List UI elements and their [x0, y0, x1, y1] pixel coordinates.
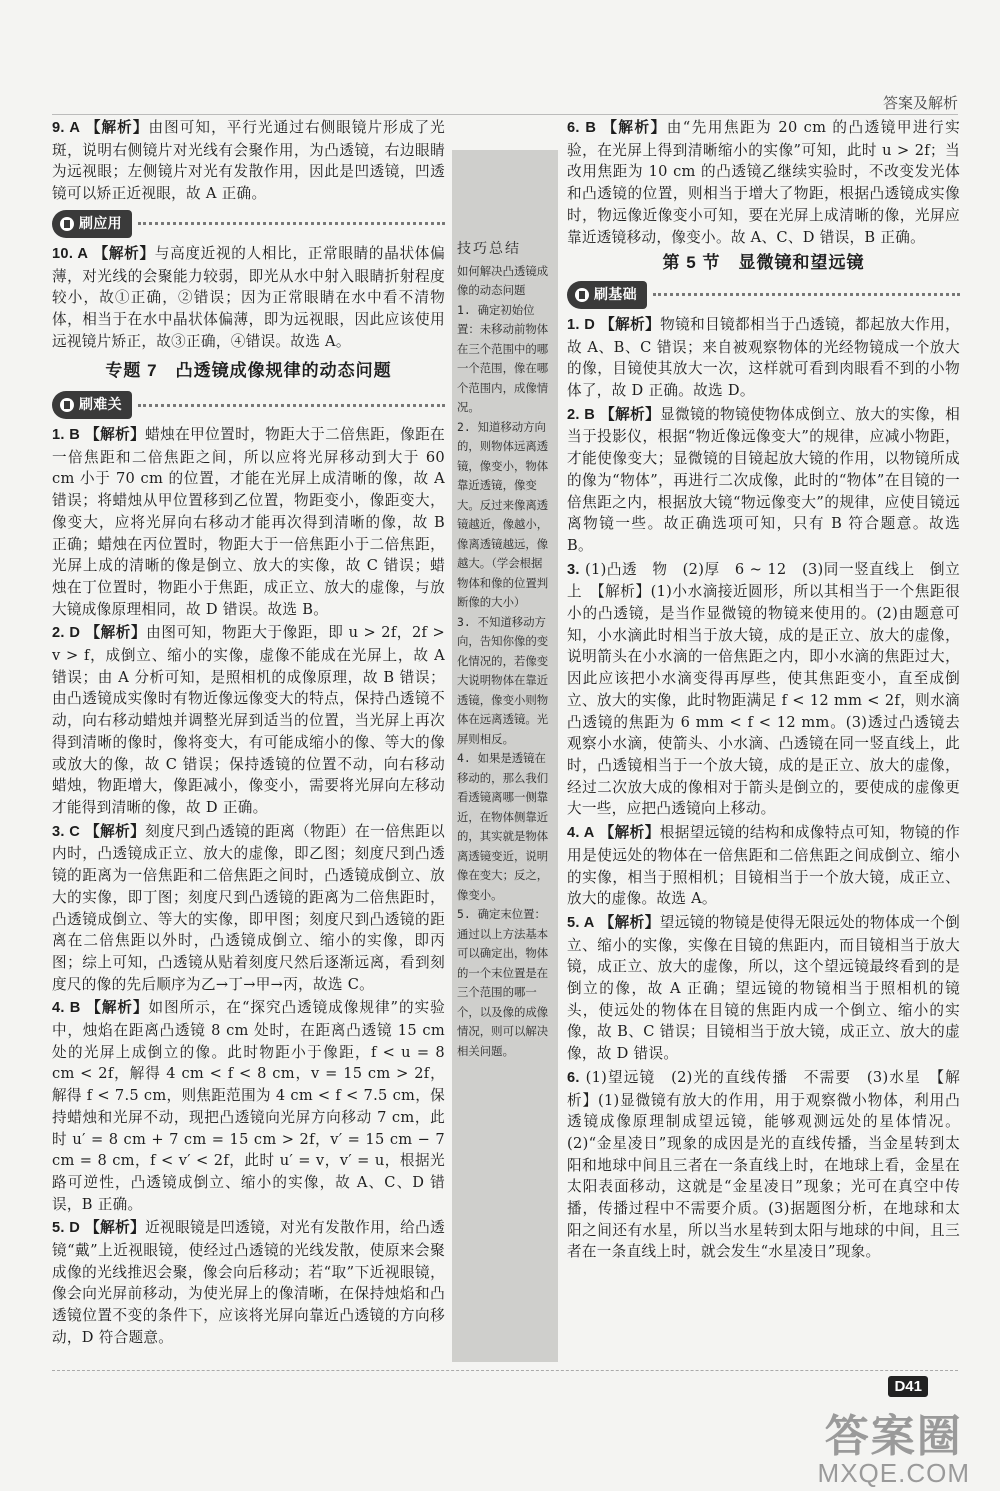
answer-number: 10. A: [52, 245, 89, 262]
answer-number: 4. B: [52, 1000, 81, 1017]
answer-text: 由“先用焦距为 20 cm 的凸透镜甲进行实验，在光屏上得到清晰缩小的实像”可知，此时 u > 2f；当改用焦距为 10 cm 的凸透镜乙继续实验时，不改变发光体和凸透镜的位置，则相当于增大了物距，根据凸透镜成实像时，物远像近像变小可知，要在光屏上成清晰的像，光屏应靠近透镜移动，像变小。故 A、C、D 错误，B 正确。: [567, 119, 960, 246]
analysis-tag: 【解析】: [86, 1000, 149, 1017]
answer-item: [52, 1217, 445, 1348]
answer-text: 与高度近视的人相比，正常眼睛的晶状体偏薄，对光线的会聚能力较弱，即光从水中射入眼睛折射程度较小，故①正确，②错误；因为正常眼睛在水中看不清物体，相当于在水中晶状体偏薄，即为远视眼，因此应该使用远视镜片矫正，故③正确，④错误。故选 A。: [52, 244, 445, 350]
pen-icon: [60, 398, 74, 412]
badge-label: [52, 391, 132, 419]
answer-text: (1)望远镜 (2)光的直线传播 不需要 (3)水星 【解析】(1)显微镜有放大的作用，用于观察微小物体，利用凸透镜成像原理制成望远镜，能够观测远处的星体情况。(2)“金星凌日”现象的成因是光的直线传播，当金星转到太阳和地球中间且三者在一条直线上时，在地球上看，金星在太阳表面移动，这就是“金星凌日”现象；光可在真空中传播，传播过程中不需要介质。(3)据题图分析，在地球和太阳之间还有水星，所以当水星转到太阳与地球的中间，且三者在一条直线上时，就会发生“水星凌日”现象。: [567, 1068, 960, 1261]
badge-text: 刷应用: [79, 214, 122, 231]
answer-item: [567, 912, 960, 1065]
section-badge: [52, 390, 445, 420]
topic-title: 专题 7 凸透镜成像规律的动态问题: [105, 361, 392, 381]
bottom-divider: [52, 1370, 958, 1371]
answer-text: (1)凸透 物 (2)厚 6 ~ 12 (3)同一竖直线上 倒立 上 【解析】(1)小水滴接近圆形，所以其相当于一个焦距很小的凸透镜，是当作显微镜的物镜来使用的。(2)由题意可知，小水滴此时相当于放大镜，成的是正立、放大的虚像，说明箭头在小水滴的一倍焦距之内，即小水滴的焦距过大，因此应该把小水滴变得再厚些，使其焦距变小，直至成倒立、放大的实像，此时物距满足 f < 12 mm < 2f，则水滴凸透镜的焦距为 6 mm < f < 12 mm。(3)透过凸透镜去观察小水滴，使箭头、小水滴、凸透镜在同一竖直线上，此时，凸透镜相当于一个放大镜，成的是正立、放大的虚像，经过二次放大成的像相对于箭头是倒立的，要使成的虚像更大一些，应把凸透镜向上移动。: [567, 560, 975, 818]
section-title: 第 5 节 显微镜和望远镜: [662, 253, 865, 273]
answer-number: 6.: [567, 1069, 580, 1086]
answer-number: 5. A: [567, 914, 595, 931]
answer-number: 2. D: [52, 625, 81, 642]
answer-item: [52, 117, 445, 205]
section-badge: [52, 209, 445, 239]
answer-item: [52, 821, 445, 996]
answer-text: 物镜和目镜都相当于凸透镜，都起放大作用，故 A、B、C 错误；来自被观察物体的光经物镜成一个放大的像，目镜使其放大一次，这样就可看到肉眼看不到的小物体了，故 D 正确。故选 D。: [567, 315, 961, 400]
analysis-tag: 【解析】: [602, 120, 667, 136]
tips-sidebar: [452, 150, 558, 1362]
answer-text: 根据望远镜的结构和成像特点可知，物镜的作用是使远处的物体在一倍焦距和二倍焦距之间成倒立、缩小的实像，相当于照相机；目镜相当于一个放大镜，成正立、放大的虚像。故选 A。: [567, 824, 960, 908]
analysis-tag: 【解析】: [93, 245, 155, 262]
answer-text: 望远镜的物镜是使得无限远处的物体成一个倒立、缩小的实像，实像在目镜的焦距内，而目镜相当于放大镜，成正立、放大的虚像，所以，这个望远镜最终看到的是倒立的像，故 A 正确；望远镜的物镜相当于照相机的镜头，使远处的物体在目镜的焦距内成一个倒立、缩小的实像，故 B、C 错误；目镜相当于放大镜，成正立、放大的虚像，故 D 错误。: [567, 913, 960, 1063]
answer-number: 3. C: [52, 823, 81, 840]
answer-text: 由图可知，平行光通过右侧眼镜片形成了光斑，说明右侧镜片对光线有会聚作用，为凸透镜，右边眼睛为远视眼；左侧镜片对光有发散作用，因此是凹透镜，凹透镜可以矫正近视眼，故 A 正确。: [52, 119, 446, 203]
left-column: [52, 117, 445, 1351]
analysis-tag: 【解析】: [599, 825, 660, 842]
answer-item: [52, 243, 445, 353]
right-column: [567, 117, 975, 1265]
analysis-tag: 【解析】: [85, 120, 149, 136]
answer-number: 6. B: [567, 120, 597, 136]
header-divider: [52, 114, 958, 115]
answer-text: 由图可知，物距大于像距，即 u > 2f，2f > v > f，成倒立、缩小的实像，虚像不能成在光屏上，故 A 错误；由 A 分析可知，是照相机的成像原理，故 B 错误；由凸透镜成实像时有物近像远像变大的特点，保持凸透镜不动，向右移动蜡烛并调整光屏到适当的位置，当光屏上再次得到清晰的像时，像将变大，有可能成缩小的像、等大的像或放大的像，故 C 错误；保持透镜的位置不动，向右移动蜡烛，物距增大，像距减小，像变小，需要将光屏向左移动才能得到清晰的像，故 D 正确。: [52, 624, 445, 816]
answer-item: [567, 559, 975, 820]
answer-item: [52, 997, 445, 1215]
answer-item: [567, 404, 960, 557]
tips-title: 技巧总结: [457, 241, 521, 257]
answer-item: [567, 1067, 960, 1263]
answer-text: 如图所示，在“探究凸透镜成像规律”的实验中，烛焰在距离凸透镜 8 cm 处时，在距离凸透镜 15 cm 处的光屏上成倒立的像。此时物距小于像距，f < u = 8 cm < 2f，解得 4 cm < f < 8 cm，v = 15 cm > 2f，解得 f < 7.5 cm，则焦距范围为 4 cm < f < 7.5 cm，保持蜡烛和光屏不动，现把凸透镜向光屏方向移动 7 cm，此时 u′ = 8 cm + 7 cm = 15 cm > 2f，v′ = 15 cm − 7 cm = 8 cm，f < v′ < 2f，此时 u′ = v，v′ = u，根据光路可逆性，凸透镜成倒立、缩小的实像，故 A、C、D 错误，B 正确。: [52, 999, 445, 1213]
pen-icon: [575, 288, 589, 302]
answer-number: 3.: [567, 561, 580, 578]
analysis-tag: 【解析】: [600, 406, 661, 423]
dotted-rule: [138, 222, 445, 225]
tips-lines: [457, 262, 553, 1062]
answer-item: [567, 822, 960, 910]
tips-line: 5. 确定末位置：通过以上方法基本可以确定出，物体的一个末位置是在三个范围的哪一个，以及像的成像情况，则可以解决相关问题。: [457, 907, 549, 1058]
tips-line: 如何解决凸透镜成像的动态问题: [457, 263, 549, 297]
header-label: 答案及解析: [882, 94, 958, 112]
analysis-tag: 【解析】: [85, 823, 146, 840]
analysis-tag: 【解析】: [600, 316, 661, 333]
answer-text: 刻度尺到凸透镜的距离（物距）在一倍焦距以内时，凸透镜成正立、放大的虚像，即乙图；刻度尺到凸透镜的距离为一倍焦距和二倍焦距之间时，凸透镜成倒立、放大的实像，即丁图；刻度尺到凸透镜的距离为二倍焦距时，凸透镜成倒立、等大的实像，即甲图；刻度尺到凸透镜的距离在二倍焦距以外时，凸透镜成倒立、缩小的实像，即丙图；综上可知，凸透镜从贴着刻度尺然后逐渐远离，看到刻度尺的像的先后顺序为乙→丁→甲→丙，故选 C。: [52, 822, 445, 993]
dotted-rule: [653, 293, 960, 296]
answer-item: [567, 117, 960, 248]
tips-line: 3. 不知道移动方向，告知你像的变化情况的，若像变大说明物体在靠近透镜，像变小则物体在远离透镜。光屏则相反。: [457, 614, 549, 746]
dotted-rule: [138, 404, 445, 407]
section-badge: [567, 280, 960, 310]
answer-number: 4. A: [567, 825, 595, 842]
tips-line: 4. 如果是透镜在移动的，那么我们看透镜离哪一侧靠近，在物体侧靠近的，其实就是物体离透镜变近，说明像在变大；反之，像变小。: [457, 751, 549, 902]
analysis-tag: 【解析】: [85, 1220, 146, 1237]
answer-number: 2. B: [567, 406, 596, 423]
watermark-logo: [818, 1400, 970, 1489]
answer-number: 1. D: [567, 316, 596, 333]
page-number: D41: [888, 1376, 928, 1397]
answer-item: [52, 424, 445, 620]
answer-number: 1. B: [52, 427, 81, 444]
answer-item: [52, 622, 445, 818]
watermark-text: 答案圈: [824, 1411, 963, 1462]
analysis-tag: 【解析】: [599, 914, 660, 931]
tips-line: 1. 确定初始位置：未移动前物体在三个范围中的哪一个范围，像在哪个范围内，成像情况。: [457, 302, 549, 414]
answer-item: [567, 314, 960, 402]
pen-icon: [60, 217, 74, 231]
tips-line: 2. 知道移动方向的，则物体远离透镜，像变小，物体靠近透镜，像变大。反过来像离透镜越近，像越小，像离透镜越远，像越大。（学会根据物体和像的位置判断像的大小）: [457, 419, 549, 609]
answer-text: 蜡烛在甲位置时，物距大于二倍焦距，像距在一倍焦距和二倍焦距之间，所以应将光屏移动到大于 60 cm 小于 70 cm 的位置，才能在光屏上成清晰的像，故 A 错误；将蜡烛从甲位置移到乙位置，物距变小，像距变大，像变大，应将光屏向右移动才能再次得到清晰的像，故 B 正确；蜡烛在丙位置时，物距大于一倍焦距小于二倍焦距，光屏上成的清晰的像是倒立、放大的实像，故 C 错误；蜡烛在丁位置时，物距小于焦距，成正立、放大的虚像，与放大镜成像原理相同，故 D 错误。故选 B。: [52, 426, 445, 618]
analysis-tag: 【解析】: [85, 625, 147, 642]
answer-number: 5. D: [52, 1220, 81, 1237]
badge-text: 刷难关: [79, 396, 122, 413]
answer-text: 近视眼镜是凹透镜，对光有发散作用，给凸透镜“戴”上近视眼镜，使经过凸透镜的光线发散，使原来会聚成像的光线推迟会聚，像会向后移动；若“取”下近视眼镜，像会向光屏前移动，为使光屏上的像清晰，在保持烛焰和凸透镜位置不变的条件下，应该将光屏向靠近凸透镜的方向移动，D 符合题意。: [52, 1219, 445, 1346]
watermark-url: MXQE.COM: [817, 1458, 970, 1488]
badge-text: 刷基础: [594, 286, 637, 303]
badge-label: [567, 281, 647, 309]
answer-text: 显微镜的物镜使物体成倒立、放大的实像，相当于投影仪，根据“物近像远像变大”的规律，应减小物距，才能使像变大；显微镜的目镜起放大镜的作用，以物镜所成的像为“物体”，再进行二次成像，此时的“物体”在目镜的一倍焦距之内，根据放大镜“物远像变大”的规律，应使目镜远离物镜一些。故正确选项可知，只有 B 符合题意。故选 B。: [567, 405, 960, 554]
answer-number: 9. A: [52, 120, 81, 136]
analysis-tag: 【解析】: [85, 427, 146, 444]
badge-label: [52, 210, 132, 238]
